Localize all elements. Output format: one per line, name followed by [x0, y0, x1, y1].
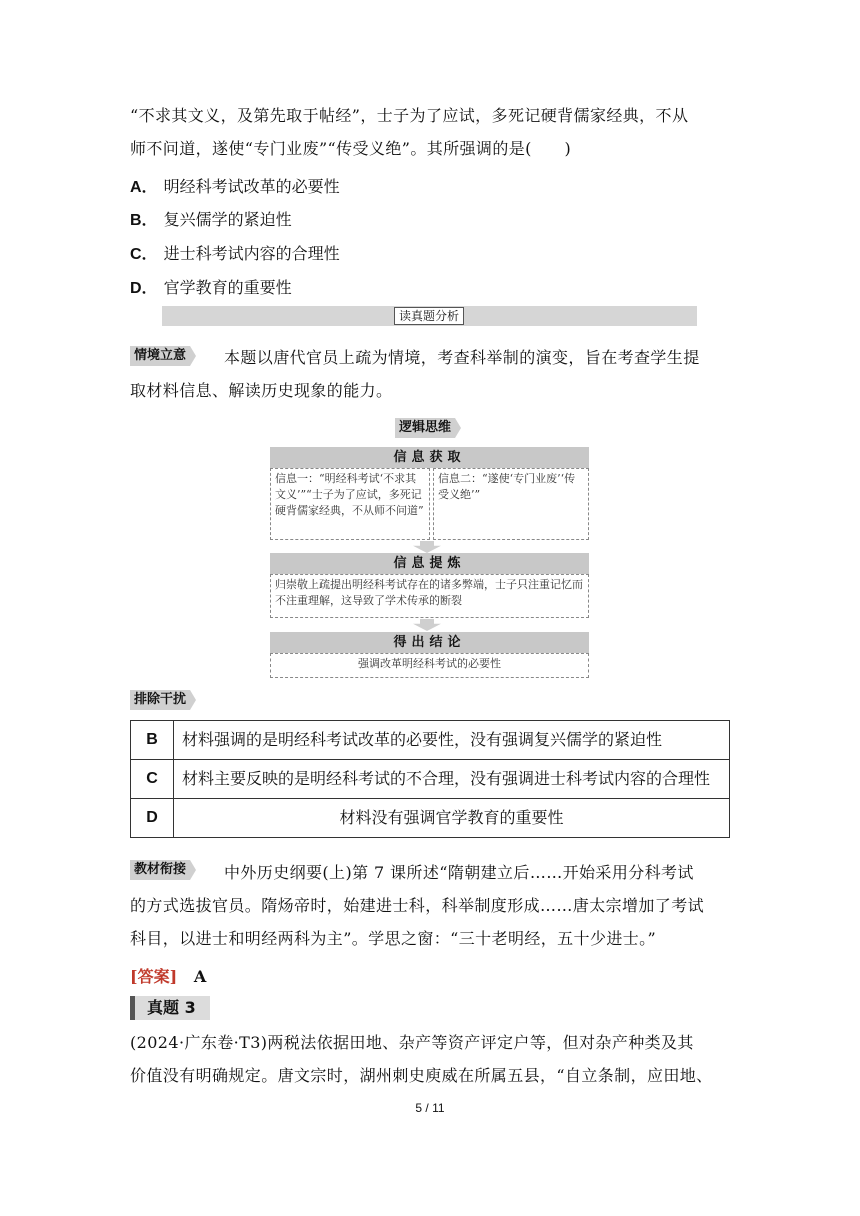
answer-label: [答案]: [130, 967, 178, 986]
row-text: 材料没有强调官学教育的重要性: [174, 799, 730, 838]
down-arrow-icon: [413, 541, 441, 553]
row-text: 材料强调的是明经科考试改革的必要性，没有强调复兴儒学的紧迫性: [174, 721, 730, 760]
info-one-box: 信息一：“明经科考试‘不求其文义’”“士子为了应试，多死记硬背儒家经典，不从师不问道”: [270, 468, 430, 540]
row-key: B: [131, 721, 174, 760]
option-c: C． 进士科考试内容的合理性: [130, 244, 340, 263]
textbook-tag: 教材衔接: [130, 860, 190, 880]
row-key: C: [131, 760, 174, 799]
answer: [130, 964, 206, 987]
refine-box: 归崇敬上疏提出明经科考试存在的诸多弊端，士子只注重记忆而不注重理解，这导致了学术传承的断裂: [270, 574, 589, 618]
header-conclusion: 得出结论: [270, 632, 589, 653]
exclude-tag: 排除干扰: [130, 690, 190, 710]
conclusion-box: 强调改革明经科考试的必要性: [270, 653, 589, 678]
option-d: D． 官学教育的重要性: [130, 278, 292, 297]
table-row: [131, 799, 730, 838]
option-b: B． 复兴儒学的紧迫性: [130, 210, 292, 229]
header-info-gather: 信息获取: [270, 447, 589, 468]
table-row: [131, 721, 730, 760]
answer-value: A: [193, 967, 207, 986]
textbook-line-2: 的方式选拔官员。隋炀帝时，始建进士科，科举制度形成……唐太宗增加了考试: [130, 896, 705, 915]
textbook-line-1: 中外历史纲要(上)第 7 课所述“隋朝建立后……开始采用分科考试: [224, 863, 694, 882]
banner-label: 读真题分析: [394, 307, 464, 325]
row-key: D: [131, 799, 174, 838]
header-info-refine: 信息提炼: [270, 553, 589, 574]
table-row: [131, 760, 730, 799]
option-a: A． 明经科考试改革的必要性: [130, 177, 340, 196]
context-line-2: 取材料信息、解读历史现象的能力。: [130, 381, 393, 400]
logic-tag: 逻辑思维: [395, 418, 455, 438]
question-line-2: 师不问道，遂使“专门业废”“传受义绝”。其所强调的是( ): [130, 139, 572, 158]
context-line-1: 本题以唐代官员上疏为情境，考查科举制的演变，旨在考查学生提: [224, 348, 700, 367]
down-arrow-icon: [413, 619, 441, 631]
question-line-1: “不求其文义，及第先取于帖经”，士子为了应试，多死记硬背儒家经典，不从: [130, 106, 689, 125]
row-text: 材料主要反映的是明经科考试的不合理，没有强调进士科考试内容的合理性: [174, 760, 730, 799]
exclude-table: [130, 720, 730, 838]
page-number: 5 / 11: [415, 1101, 445, 1115]
q3-line-1: (2024·广东卷·T3)两税法依据田地、杂产等资产评定户等，但对杂产种类及其: [130, 1033, 694, 1052]
info-two-box: 信息二：“遂使‘专门业废’‘传受义绝’”: [433, 468, 589, 540]
analysis-banner: [162, 306, 697, 326]
context-tag: 情境立意: [130, 346, 190, 366]
textbook-line-3: 科目，以进士和明经两科为主”。学思之窗：“三十老明经，五十少进士。”: [130, 929, 657, 948]
question-3-title: 真题 3: [130, 996, 210, 1020]
q3-line-2: 价值没有明确规定。唐文宗时，湖州刺史庾威在所属五县，“自立条制，应田地、: [130, 1066, 713, 1085]
